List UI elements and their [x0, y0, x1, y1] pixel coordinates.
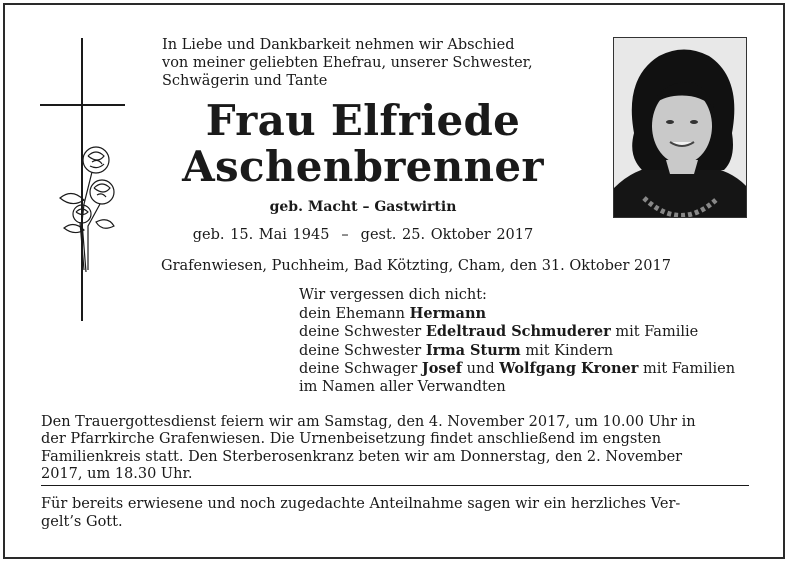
- mourners-heading: Wir vergessen dich nicht:: [299, 287, 487, 303]
- mourner-name: Edeltraud Schmuderer: [425, 323, 611, 341]
- portrait-photo: [613, 37, 747, 218]
- life-dates: [163, 227, 563, 243]
- thanks-line: Für bereits erwiesene und noch zugedachte Anteilnahme sagen wir ein herzliches Ver-: [41, 496, 681, 512]
- mourner-name: Josef: [421, 360, 463, 378]
- mourner-line: deine Schwager Josef und Wolfgang Kroner mit Familien: [299, 360, 736, 378]
- mourner-line: deine Schwester Irma Sturm mit Kindern: [299, 341, 614, 359]
- intro-text: [162, 36, 592, 90]
- mourner-line: im Namen aller Verwandten: [299, 378, 506, 395]
- place-date: Grafenwiesen, Puchheim, Bad Kötzting, Cham, den 31. Oktober 2017: [161, 258, 671, 274]
- cross-bar: [40, 104, 125, 106]
- service-line: Den Trauergottesdienst feiern wir am Samstag, den 4. November 2017, um 10.00 Uhr in: [41, 414, 696, 430]
- intro-line: Schwägerin und Tante: [162, 73, 328, 89]
- thanks-text: [41, 495, 749, 531]
- thanks-line: gelt’s Gott.: [41, 514, 123, 530]
- service-info: [41, 414, 749, 484]
- divider: [41, 485, 749, 486]
- service-line: der Pfarrkirche Grafenwiesen. Die Urnenbeisetzung findet anschließend im engsten: [41, 431, 662, 448]
- intro-line: In Liebe und Dankbarkeit nehmen wir Abschied: [162, 37, 515, 53]
- intro-line: von meiner geliebten Ehefrau, unserer Schwester,: [162, 55, 533, 71]
- service-line: 2017, um 18.30 Uhr.: [41, 466, 193, 483]
- date-separator: –: [341, 227, 349, 243]
- mourner-name: Wolfgang Kroner: [499, 360, 639, 378]
- name-line-2: Aschenbrenner: [182, 142, 544, 191]
- roses-icon: [52, 142, 122, 282]
- name-line-1: Frau Elfriede: [205, 96, 521, 145]
- mourner-line: dein Ehemann Hermann: [299, 304, 487, 322]
- death-date: gest. 25. Oktober 2017: [360, 227, 534, 243]
- service-line: Familienkreis statt. Den Sterberosenkranz beten wir am Donnerstag, den 2. November: [41, 448, 683, 465]
- mourner-line: deine Schwester Edeltraud Schmuderer mit Familie: [299, 323, 699, 341]
- mourners-list: [299, 287, 759, 397]
- deceased-name: [163, 98, 563, 190]
- mourner-name: Irma Sturm: [425, 341, 521, 359]
- mourner-name: Hermann: [409, 304, 487, 322]
- maiden-name: geb. Macht – Gastwirtin: [269, 199, 457, 215]
- birth-date: geb. 15. Mai 1945: [192, 227, 330, 243]
